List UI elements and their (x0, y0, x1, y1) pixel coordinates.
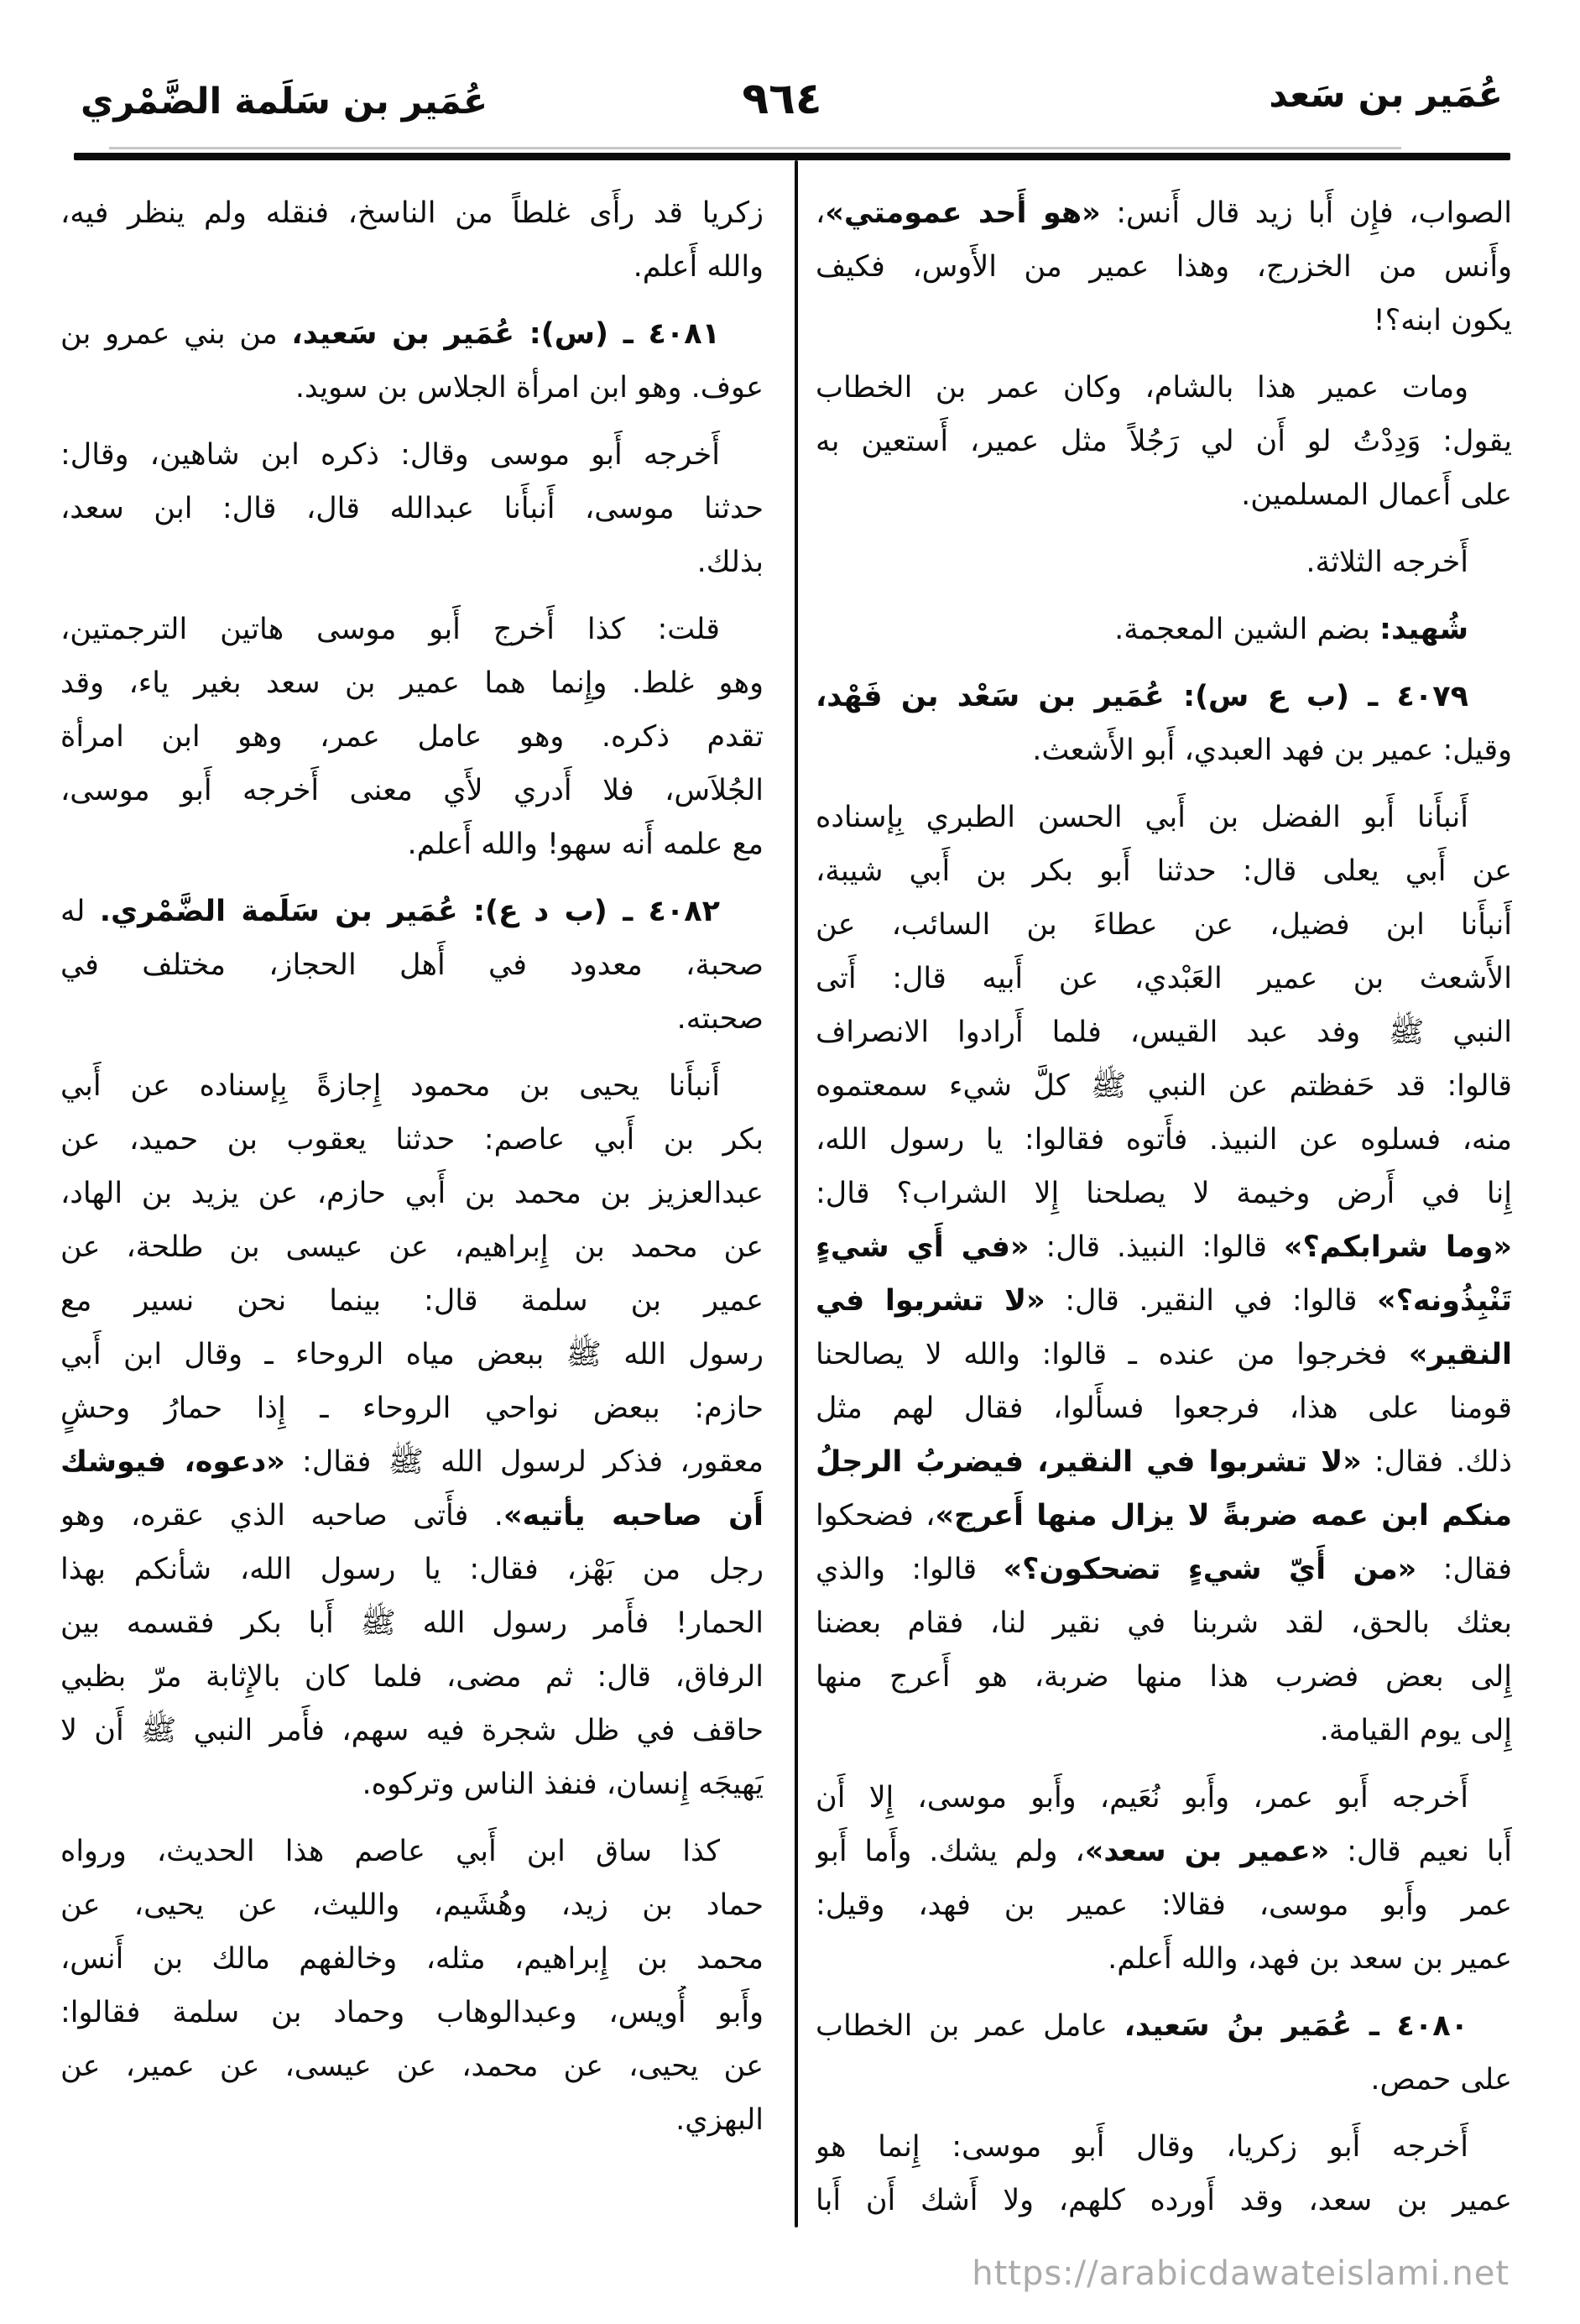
text-line (60, 1543, 764, 1596)
text-line (60, 535, 764, 589)
text-segment: قومنا على هذا، فرجعوا فسأَلوا، فقال لهم مثل (816, 1392, 1512, 1425)
bold-text-segment: ٤٠٨١ ـ (س): عُمَير بن سَعيد، (291, 317, 720, 351)
text-segment: فقال: (1416, 1553, 1512, 1586)
text-line (60, 1328, 764, 1381)
text-segment: رسول الله ﷺ ببعض مياه الروحاء ـ وقال ابن أَبي (60, 1338, 764, 1371)
text-line (60, 1825, 764, 1878)
text-segment: حازم: ببعض نواحي الروحاء ـ إِذا حمارُ وحشٍ (60, 1392, 764, 1425)
text-segment: زكريا قد رأَى غلطاً من الناسخ، فنقله ولم ينظر فيه، (60, 196, 764, 230)
text-line (816, 468, 1512, 522)
text-segment: ومات عمير هذا بالشام، وكان عمر بن الخطاب (816, 371, 1468, 405)
text-segment: قالوا: والذي (816, 1553, 1004, 1586)
bold-text-segment: ٤٠٨٢ ـ (ب د ع): عُمَير بن سَلَمة الضَّمْري. (99, 895, 720, 928)
text-line (60, 1878, 764, 1932)
paragraph (816, 1999, 1512, 2107)
bold-text-segment: النقير» (1408, 1338, 1512, 1371)
paragraph (60, 186, 764, 294)
bold-text-segment: شُهيد: (1379, 613, 1468, 646)
bold-text-segment: «هو أَحد عمومتي» (825, 196, 1101, 230)
text-line (816, 898, 1512, 952)
text-line (60, 1381, 764, 1435)
paragraph (60, 1059, 764, 1811)
text-segment: الحمار! فأَمر رسول الله ﷺ أَبا بكر فقسمه بين (60, 1606, 764, 1640)
paragraph (816, 186, 1512, 347)
text-segment: بضم الشين المعجمة. (1114, 613, 1379, 646)
text-segment: عن يحيى، عن محمد، عن عيسى، عن عمير، عن (60, 2050, 764, 2083)
text-line (816, 240, 1512, 294)
right-column (816, 186, 1512, 2241)
text-segment: أَخرجه أَبو عمر، وأَبو نُعَيم، وأَبو موسى، إِلا أَن (816, 1781, 1468, 1815)
bold-text-segment: منكم ابن عمه ضربةً لا يزال منها أَعرج» (935, 1499, 1512, 1533)
paragraph (60, 307, 764, 415)
bold-text-segment: ٤٠٨٠ ـ عُمَير بنُ سَعيد، (1124, 2009, 1468, 2043)
text-segment: تقدم ذكره. وهو عامل عمر، وهو ابن امرأة (60, 720, 764, 754)
text-line (60, 482, 764, 535)
text-segment: له (60, 895, 100, 928)
text-line (816, 603, 1512, 656)
text-line (60, 1986, 764, 2039)
text-line (816, 1274, 1512, 1328)
bold-text-segment: «عمير بن سعد» (1084, 1835, 1330, 1868)
header-right-title: عُمَير بن سَعد (1269, 74, 1503, 116)
text-line (60, 817, 764, 871)
text-line (60, 1704, 764, 1757)
text-segment: عن محمد بن إِبراهيم، عن عيسى بن طلحة، عن (60, 1230, 764, 1264)
text-line (816, 1650, 1512, 1704)
text-line (816, 1489, 1512, 1543)
text-line (60, 1113, 764, 1167)
text-line (816, 1878, 1512, 1932)
paragraph (816, 535, 1512, 589)
paragraph (816, 1771, 1512, 1986)
text-line (816, 1825, 1512, 1878)
text-segment: من بني عمرو بن (60, 317, 292, 351)
text-segment: فخرجوا من عنده ـ قالوا: والله لا يصالحنا (816, 1338, 1409, 1371)
text-line (816, 361, 1512, 415)
text-segment: أَخرجه أَبو زكريا، وقال أَبو موسى: إِنما هو (816, 2130, 1468, 2164)
text-segment: يقول: وَدِدْتُ لو أَن لي رَجُلاً مثل عمير، أَستعين به (816, 425, 1512, 458)
text-line (60, 710, 764, 764)
column-divider (795, 160, 798, 2227)
paragraph (60, 603, 764, 871)
text-segment: منه، فسلوه عن النبيذ. فأَتوه فقالوا: يا رسول الله، (816, 1123, 1512, 1157)
watermark-url: https://arabicdawateislami.net (972, 2254, 1510, 2293)
bold-text-segment: «وما شرابكم؟» (1283, 1230, 1512, 1264)
text-segment: عوف. وهو ابن امرأة الجلاس بن سويد. (295, 371, 764, 405)
text-segment: حدثنا موسى، أَنبأَنا عبدالله قال، قال: ابن سعد، (60, 492, 764, 525)
text-segment: يَهيجَه إِنسان، فنفذ الناس وتركوه. (362, 1768, 764, 1801)
paragraph (816, 2120, 1512, 2227)
text-segment: كذا ساق ابن أَبي عاصم هذا الحديث، ورواه (60, 1835, 720, 1868)
bold-text-segment: «في أَي شيءٍ (816, 1230, 1030, 1264)
text-line (816, 1704, 1512, 1757)
paragraph (816, 603, 1512, 656)
text-line (816, 952, 1512, 1005)
text-segment: يكون ابنه؟! (1373, 304, 1512, 337)
text-line (816, 294, 1512, 347)
text-segment: أَنبأَنا ابن فضيل، عن عطاءَ بن السائب، عن (816, 908, 1512, 942)
text-line (60, 1167, 764, 1220)
text-segment: . فأَتى صاحبه الذي عقره، وهو (60, 1499, 503, 1533)
text-segment: البهزي. (675, 2103, 764, 2137)
text-line (60, 764, 764, 817)
text-segment: محمد بن إِبراهيم، مثله، وخالفهم مالك بن أَنس، (60, 1942, 764, 1976)
text-segment: أَخرجه الثلاثة. (1306, 546, 1468, 579)
text-segment: عبدالعزيز بن محمد بن أَبي حازم، عن يزيد بن الهاد، (60, 1177, 764, 1210)
bold-text-segment: «لا تشربوا في النقير، فيضربُ الرجلُ (816, 1445, 1362, 1479)
paragraph (816, 361, 1512, 522)
text-segment: وأَبو أُويس، وعبدالوهاب وحماد بن سلمة فقالوا: (60, 1996, 764, 2029)
text-line (60, 938, 764, 992)
text-segment: قالوا: قد حَفظتم عن النبي ﷺ كلَّ شيء سمعتموه (816, 1069, 1512, 1103)
text-segment: عمير بن سعد، وقد أَورده كلهم، ولا أَشك أَن أَبا (816, 2184, 1512, 2217)
left-column (60, 186, 764, 2160)
text-line (60, 1757, 764, 1811)
text-line (816, 2174, 1512, 2227)
text-segment: ، فضحكوا (816, 1499, 936, 1533)
text-segment: إِلى يوم القيامة. (1319, 1714, 1512, 1747)
text-line (816, 535, 1512, 589)
text-segment: إِلى بعض فضرب هذا منها ضربة، هو أَعرج منها (816, 1660, 1512, 1694)
text-segment: على أَعمال المسلمين. (1241, 478, 1512, 512)
text-line (816, 2053, 1512, 2107)
text-line (816, 1771, 1512, 1825)
text-segment: وهو غلط. وإِنما هما عمير بن سعد بغير ياء، وقد (60, 666, 764, 700)
text-line (816, 844, 1512, 898)
text-segment: أَبا نعيم قال: (1329, 1835, 1512, 1868)
text-segment: عمير بن سعد بن فهد، والله أَعلم. (1108, 1942, 1512, 1976)
text-line (816, 1932, 1512, 1986)
text-segment: ، (816, 196, 826, 230)
text-segment: صحبة، معدود في أَهل الحجاز، مختلف في (60, 948, 764, 982)
text-line (816, 791, 1512, 844)
paragraph (60, 428, 764, 589)
text-line (60, 885, 764, 938)
text-segment: وقيل: عمير بن فهد العبدي، أَبو الأَشعث. (1032, 734, 1512, 767)
text-segment: حاقف في ظل شجرة فيه سهم، فأَمر النبي ﷺ أَن لا (60, 1714, 764, 1747)
text-line (60, 1596, 764, 1650)
text-line (816, 1220, 1512, 1274)
text-line (816, 1005, 1512, 1059)
text-segment: قالوا: في النقير. قال: (1045, 1284, 1378, 1318)
text-segment: والله أَعلم. (633, 250, 764, 284)
text-line (816, 415, 1512, 468)
bold-text-segment: «من أَيّ شيءٍ تضحكون؟» (1003, 1553, 1417, 1586)
text-line (60, 656, 764, 710)
text-line (60, 1650, 764, 1704)
paragraph (816, 791, 1512, 1757)
text-segment: مع علمه أَنه سهو! والله أَعلم. (407, 828, 764, 861)
text-segment: أَخرجه أَبو موسى وقال: ذكره ابن شاهين، وقال: (60, 438, 720, 472)
text-line (816, 1381, 1512, 1435)
text-segment: الرفاق، قال: ثم مضى، فلما كان بالإِثابة مرّ بظبي (60, 1660, 764, 1694)
text-line (816, 1543, 1512, 1596)
text-line (816, 186, 1512, 240)
text-line (60, 2039, 764, 2093)
bold-text-segment: ٤٠٧٩ ـ (ب ع س): عُمَير بن سَعْد بن فَهْد، (816, 680, 1468, 713)
page-number: ٩٦٤ (742, 74, 822, 124)
text-line (60, 1220, 764, 1274)
text-line (816, 670, 1512, 723)
text-line (60, 2093, 764, 2147)
text-line (60, 361, 764, 415)
text-line (816, 1328, 1512, 1381)
text-segment: ، ولم يشك. وأَما أَبو (816, 1835, 1085, 1868)
paragraph (60, 1825, 764, 2147)
text-segment: صحبته. (676, 1002, 764, 1036)
text-segment: بكر بن أَبي عاصم: حدثنا يعقوب بن حميد، عن (60, 1123, 764, 1157)
text-line (816, 1059, 1512, 1113)
bold-text-segment: «لا تشربوا في (816, 1284, 1046, 1318)
paragraph (60, 885, 764, 1046)
text-line (60, 307, 764, 361)
text-line (60, 1932, 764, 1986)
paragraph (816, 670, 1512, 777)
header-rule-shadow (109, 147, 1401, 149)
bold-text-segment: تَنْبِذُونه؟» (1377, 1284, 1512, 1318)
text-segment: الأَشعث بن عمير العَبْدي، عن أَبيه قال: أَتى (816, 962, 1512, 995)
text-segment: النبي ﷺ وفد عبد القيس، فلما أَرادوا الانصراف (816, 1016, 1512, 1049)
text-line (816, 1113, 1512, 1167)
text-segment: على حمص. (1370, 2063, 1512, 2097)
text-line (60, 186, 764, 240)
text-line (60, 1435, 764, 1489)
text-line (60, 1059, 764, 1113)
text-line (816, 723, 1512, 777)
text-segment: إِنا في أَرض وخيمة لا يصلحنا إِلا الشراب؟ قال: (816, 1177, 1512, 1210)
text-line (60, 603, 764, 656)
text-segment: رجل من بَهْز، فقال: يا رسول الله، شأنكم بهذا (60, 1553, 764, 1586)
text-line (60, 240, 764, 294)
text-line (816, 1596, 1512, 1650)
text-segment: أَنبأَنا يحيى بن محمود إِجازةً بِإسناده عن أَبي (60, 1069, 720, 1103)
header-left-title: عُمَير بن سَلَمة الضَّمْري (81, 81, 488, 123)
text-segment: عن أَبي يعلى قال: حدثنا أَبو بكر بن أَبي شيبة، (816, 854, 1512, 888)
text-line (60, 1274, 764, 1328)
text-segment: معقور، فذكر لرسول الله ﷺ فقال: (284, 1445, 764, 1479)
text-segment: عمير بن سلمة قال: بينما نحن نسير مع (60, 1284, 764, 1318)
text-segment: قلت: كذا أَخرج أَبو موسى هاتين الترجمتين، (60, 613, 720, 646)
bold-text-segment: «دعوه، فيوشك (60, 1445, 285, 1479)
text-line (60, 1489, 764, 1543)
text-line (816, 1999, 1512, 2053)
bold-text-segment: أَن صاحبه يأتيه» (503, 1499, 764, 1533)
header-rule (74, 153, 1510, 160)
text-segment: أَنبأَنا أَبو الفضل بن أَبي الحسن الطبري بِإسناده (816, 801, 1468, 834)
text-line (816, 2120, 1512, 2174)
text-segment: بعثك بالحق، لقد شربنا في نقير لنا، فقام بعضنا (816, 1606, 1512, 1640)
text-segment: حماد بن زيد، وهُشَيم، والليث، عن يحيى، عن (60, 1888, 764, 1922)
text-segment: عمر وأَبو موسى، فقالا: عمير بن فهد، وقيل: (816, 1888, 1512, 1922)
text-segment: الجُلاَس، فلا أَدري لأَي معنى أَخرجه أَبو موسى، (60, 774, 764, 807)
text-segment: عامل عمر بن الخطاب (816, 2009, 1124, 2043)
text-line (60, 992, 764, 1046)
text-segment: الصواب، فإِن أَبا زيد قال أَنس: (1100, 196, 1512, 230)
text-segment: بذلك. (696, 546, 764, 579)
text-line (816, 1435, 1512, 1489)
text-segment: ذلك. فقال: (1361, 1445, 1512, 1479)
text-segment: وأَنس من الخزرج، وهذا عمير من الأَوس، فكيف (816, 250, 1512, 284)
text-line (60, 428, 764, 482)
text-segment: قالوا: النبيذ. قال: (1029, 1230, 1284, 1264)
text-line (816, 1167, 1512, 1220)
